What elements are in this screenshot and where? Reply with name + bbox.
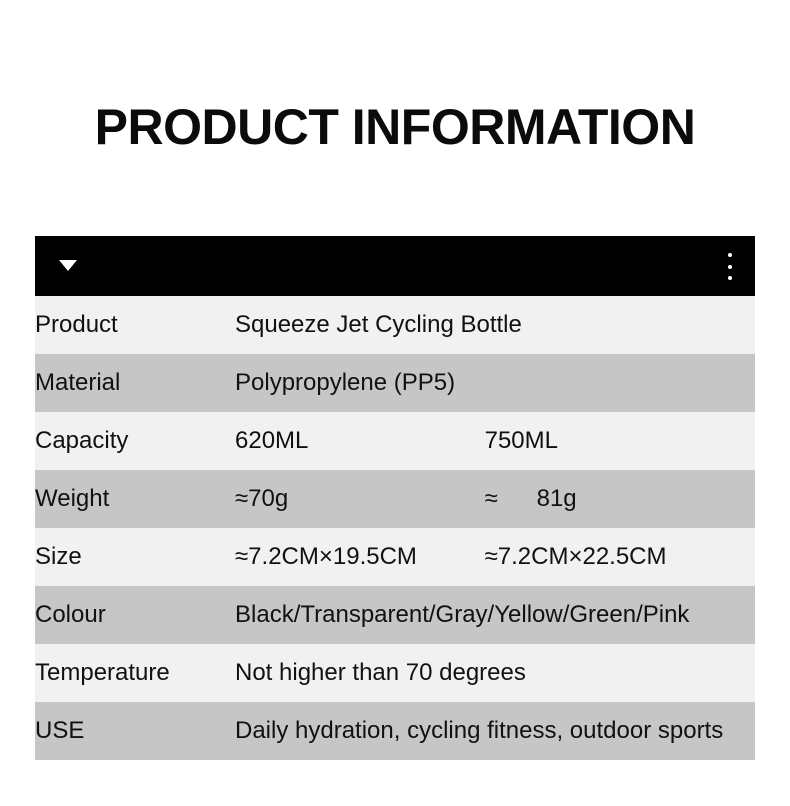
table-header-left-cell [35, 236, 235, 296]
table-header-right-cell [235, 236, 755, 296]
row-label: USE [35, 702, 235, 760]
row-label: Material [35, 354, 235, 412]
row-label: Weight [35, 470, 235, 528]
table-header-row [35, 236, 755, 296]
row-value-primary: ≈7.2CM×19.5CM [235, 543, 417, 570]
row-label: Temperature [35, 644, 235, 702]
approx-symbol: ≈ [484, 485, 498, 512]
table-row [35, 644, 755, 702]
table-row [35, 528, 755, 586]
table-row [35, 354, 755, 412]
table-row [35, 412, 755, 470]
row-value-secondary [485, 485, 755, 513]
row-value: Squeeze Jet Cycling Bottle [235, 296, 755, 354]
table-row [35, 702, 755, 760]
table-row [35, 296, 755, 354]
row-value-group [235, 528, 755, 586]
row-value-secondary: 750ML [484, 427, 558, 454]
row-value-group [235, 470, 755, 528]
product-spec-table-wrapper [35, 236, 755, 760]
row-value: Not higher than 70 degrees [235, 644, 755, 702]
row-value-primary: 620ML [235, 427, 309, 454]
row-value-group [235, 412, 755, 470]
page-title: PRODUCT INFORMATION [94, 99, 696, 155]
table-row [35, 586, 755, 644]
weight-value: 81g [536, 485, 577, 512]
row-value: Daily hydration, cycling fitness, outdoor sports [235, 702, 755, 760]
row-value: Polypropylene (PP5) [235, 354, 755, 412]
table-row [35, 470, 755, 528]
row-label: Product [35, 296, 235, 354]
row-value-secondary: ≈7.2CM×22.5CM [484, 543, 667, 570]
row-value: Black/Transparent/Gray/Yellow/Green/Pink [235, 586, 755, 644]
row-value-primary: ≈70g [235, 485, 289, 512]
row-label: Size [35, 528, 235, 586]
row-label: Colour [35, 586, 235, 644]
product-spec-table [35, 236, 755, 760]
caret-down-icon[interactable] [59, 260, 77, 271]
row-label: Capacity [35, 412, 235, 470]
more-vertical-icon[interactable] [727, 253, 732, 280]
